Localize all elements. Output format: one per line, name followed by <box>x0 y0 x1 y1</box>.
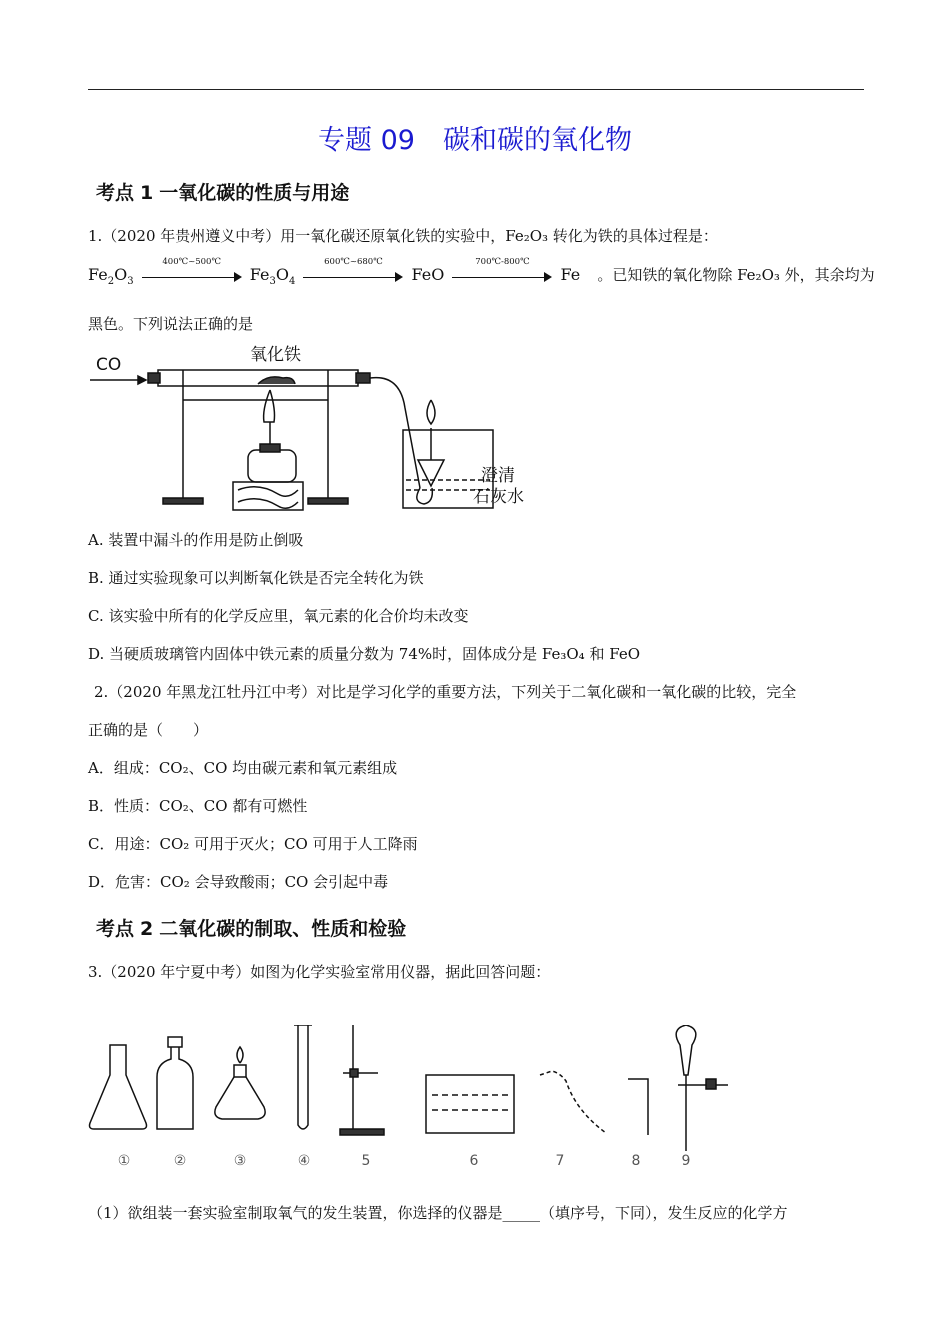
q2-option-a: A．组成：CO₂、CO 均由碳元素和氧元素组成 <box>88 759 398 777</box>
q3-subquestion-1: （1）欲组装一套实验室制取氧气的发生装置，你选择的仪器是_____（填序号，下同），发生反应的化学方 <box>88 1204 788 1222</box>
instrument-label-2: ② <box>173 1153 187 1169</box>
label-iron-oxide: 氧化铁 <box>250 345 301 365</box>
section-number: 2 <box>140 918 154 940</box>
lab-instruments-figure <box>88 1025 768 1180</box>
reaction-arrow: 600℃~680℃ <box>303 269 403 283</box>
instrument-label-1: ① <box>117 1153 131 1169</box>
q1-option-c: C. 该实验中所有的化学反应里，氧元素的化合价均未改变 <box>88 607 469 625</box>
instrument-label-3: ③ <box>233 1153 247 1169</box>
q1-option-d: D. 当硬质玻璃管内固体中铁元素的质量分数为 74%时，固体成分是 Fe₃O₄ 和 FeO <box>88 645 640 663</box>
reaction-arrow: 700℃-800℃ <box>452 269 552 283</box>
page-title <box>0 118 950 157</box>
reaction-arrow: 400℃~500℃ <box>142 269 242 283</box>
instrument-label-9: 9 <box>681 1153 691 1169</box>
label-clear: 澄清 <box>481 466 515 486</box>
q1-option-b: B. 通过实验现象可以判断氧化铁是否完全转化为铁 <box>88 569 424 587</box>
q2-option-b: B．性质：CO₂、CO 都有可燃性 <box>88 797 308 815</box>
section-label: 考点 <box>96 918 135 940</box>
q3-stem: 3.（2020 年宁夏中考）如图为化学实验室常用仪器，据此回答问题： <box>88 963 551 981</box>
section-label: 考点 <box>96 182 135 204</box>
q2-stem-end: 正确的是（ ） <box>88 721 209 739</box>
label-limewater: 石灰水 <box>473 487 524 507</box>
instrument-label-7: 7 <box>555 1153 565 1169</box>
q1-option-a: A. 装置中漏斗的作用是防止倒吸 <box>88 531 304 549</box>
q2-option-d: D．危害：CO₂ 会导致酸雨；CO 会引起中毒 <box>88 873 389 891</box>
section-title: 一氧化碳的性质与用途 <box>159 182 350 204</box>
instrument-label-6: 6 <box>469 1153 479 1169</box>
section-heading-1 <box>96 178 349 205</box>
instrument-label-8: 8 <box>631 1153 641 1169</box>
q1-stem-end: 黑色。下列说法正确的是 <box>88 315 254 333</box>
q2-stem: 2.（2020 年黑龙江牡丹江中考）对比是学习化学的重要方法，下列关于二氧化碳和一氧化碳的比较，完全 <box>94 683 797 701</box>
instrument-label-5: 5 <box>361 1153 371 1169</box>
q2-option-c: C．用途：CO₂ 可用于灭火；CO 可用于人工降雨 <box>88 835 418 853</box>
top-rule <box>88 89 864 90</box>
title-main: 碳和碳的氧化物 <box>442 125 632 156</box>
co-reduction-apparatus-figure <box>88 340 548 520</box>
q1-equation: $Fe_2O_3$ 400℃~500℃ $Fe_3O_4$ 600℃~680℃ FeO 700℃-800℃ Fe 。已知铁的氧化物除 Fe₂O₃ 外，其余均为 <box>88 256 875 288</box>
title-prefix: 专题 09 <box>318 125 415 156</box>
instrument-label-4: ④ <box>297 1153 311 1169</box>
label-co: CO <box>96 355 122 375</box>
section-heading-2 <box>96 914 406 941</box>
q1-stem: 1.（2020 年贵州遵义中考）用一氧化碳还原氧化铁的实验中，Fe₂O₃ 转化为铁的具体过程是： <box>88 227 718 245</box>
section-number: 1 <box>140 182 154 204</box>
eq-fe: Fe <box>88 265 108 284</box>
section-title: 二氧化碳的制取、性质和检验 <box>159 918 407 940</box>
